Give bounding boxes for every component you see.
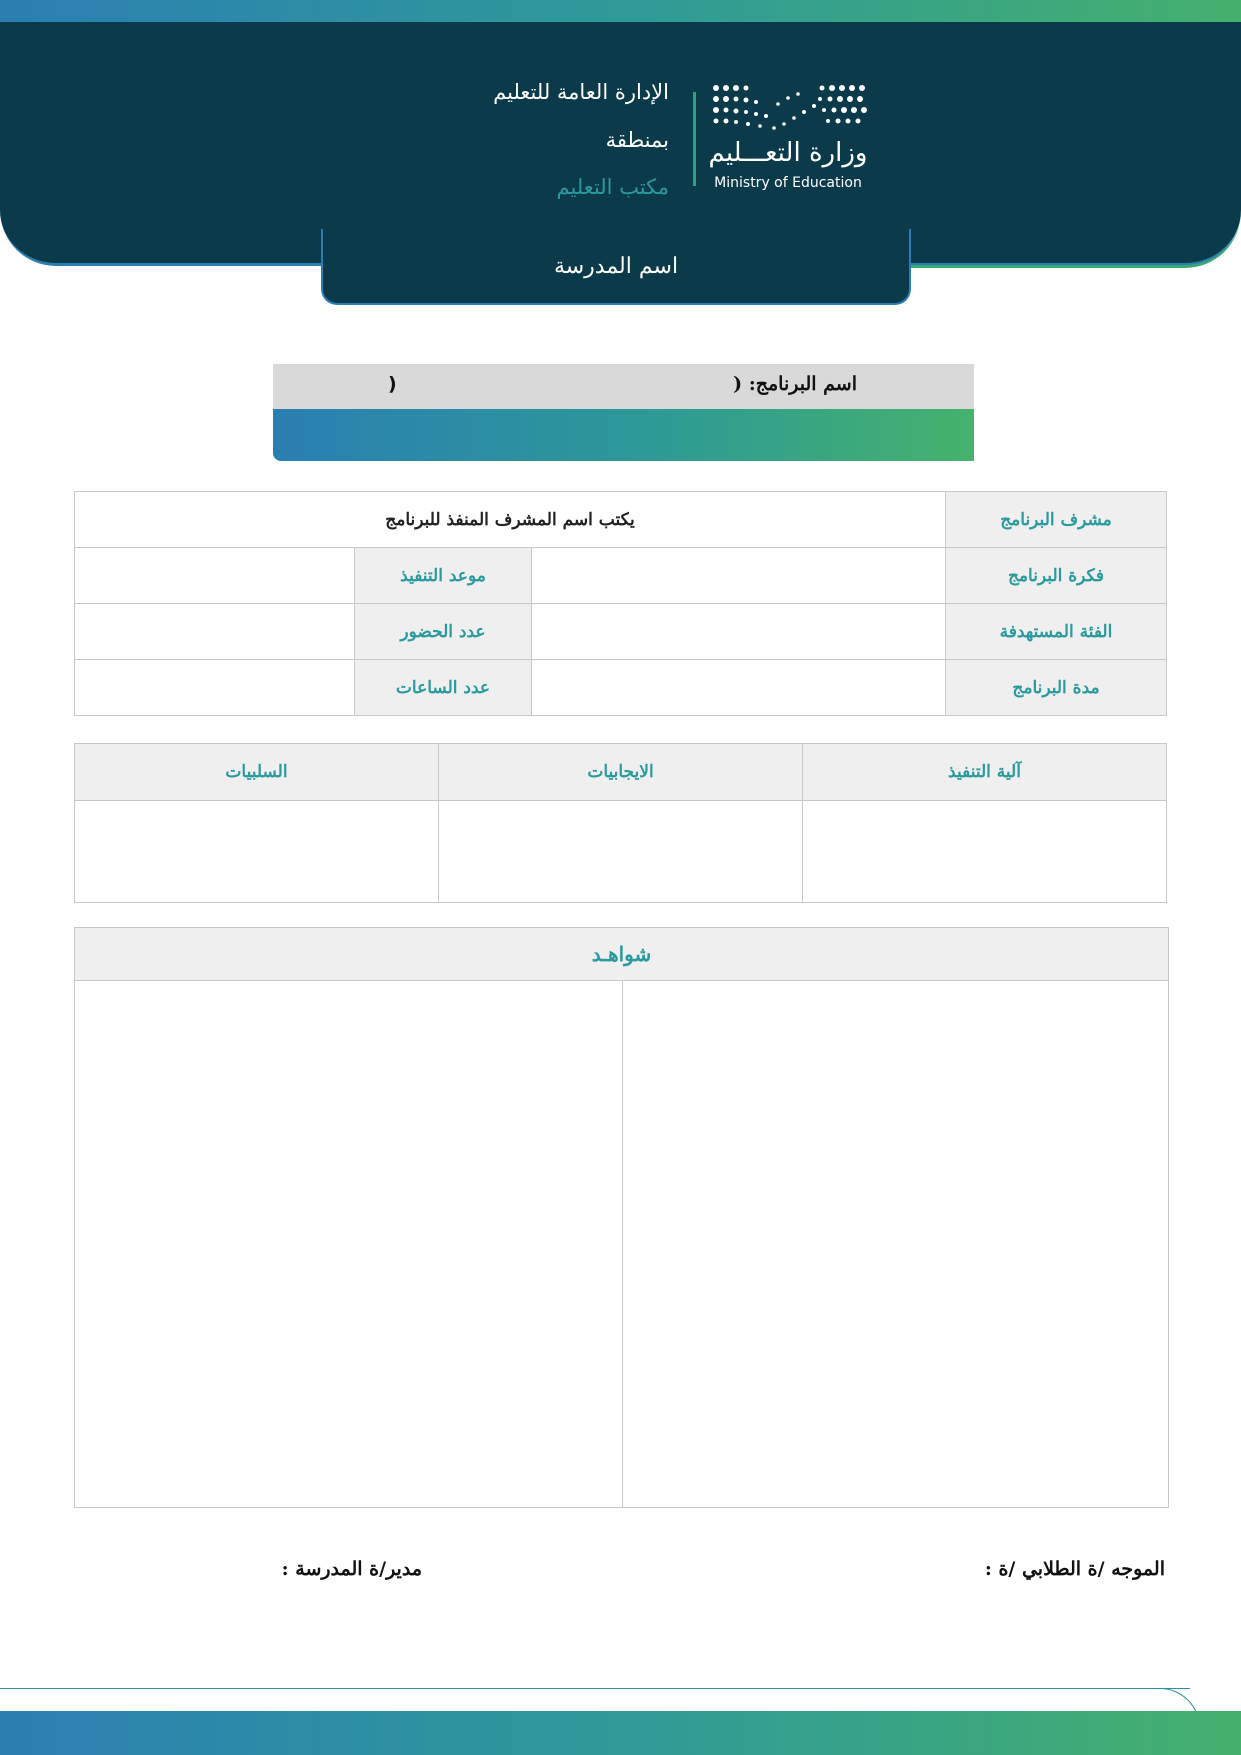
bottom-gradient-bar [0,1711,1241,1755]
program-name-close: ) [388,373,397,395]
admin-line-1: الإدارة العامة للتعليم [493,80,669,104]
mechanism-header: آلية التنفيذ [803,744,1167,801]
attendance-label: عدد الحضور [355,604,532,660]
date-label: موعد التنفيذ [355,548,532,604]
ministry-name-en: Ministry of Education [714,175,862,191]
bottom-divider [0,1688,1190,1689]
mechanism-cell[interactable] [803,801,1167,903]
attendance-value[interactable] [75,604,355,660]
hours-label: عدد الساعات [355,660,532,716]
negatives-cell[interactable] [75,801,439,903]
duration-value[interactable] [532,660,946,716]
program-info-table [74,491,1167,716]
principal-signature: مدير/ة المدرسة : [281,1558,422,1580]
negatives-header: السلبيات [75,744,439,801]
evidence-table [74,927,1169,1508]
duration-label: مدة البرنامج [946,660,1167,716]
hours-value[interactable] [75,660,355,716]
school-name: اسم المدرسة [321,229,911,305]
positives-header: الايجابيات [439,744,803,801]
program-gradient-band [273,409,974,461]
evaluation-table [74,743,1167,903]
idea-label: فكرة البرنامج [946,548,1167,604]
ministry-name-ar: وزارة التعـــليم [708,138,868,168]
evidence-title: شواهـد [75,928,1169,981]
evidence-cell-left[interactable] [75,981,623,1508]
admin-line-3: مكتب التعليم [556,175,669,199]
idea-value[interactable] [532,548,946,604]
evidence-cell-right[interactable] [623,981,1169,1508]
header-divider [693,92,696,186]
target-value[interactable] [532,604,946,660]
supervisor-value: يكتب اسم المشرف المنفذ للبرنامج [75,492,946,548]
dots-pattern-icon [708,80,868,140]
ministry-logo [708,80,868,200]
program-name-label: اسم البرنامج: ( [733,373,857,395]
date-value[interactable] [75,548,355,604]
target-label: الفئة المستهدفة [946,604,1167,660]
positives-cell[interactable] [439,801,803,903]
admin-line-2: بمنطقة [605,128,669,152]
program-name-bar [273,364,974,409]
supervisor-label: مشرف البرنامج [946,492,1167,548]
top-gradient-bar [0,0,1241,24]
counselor-signature: الموجه /ة الطلابي /ة : [984,1558,1165,1580]
